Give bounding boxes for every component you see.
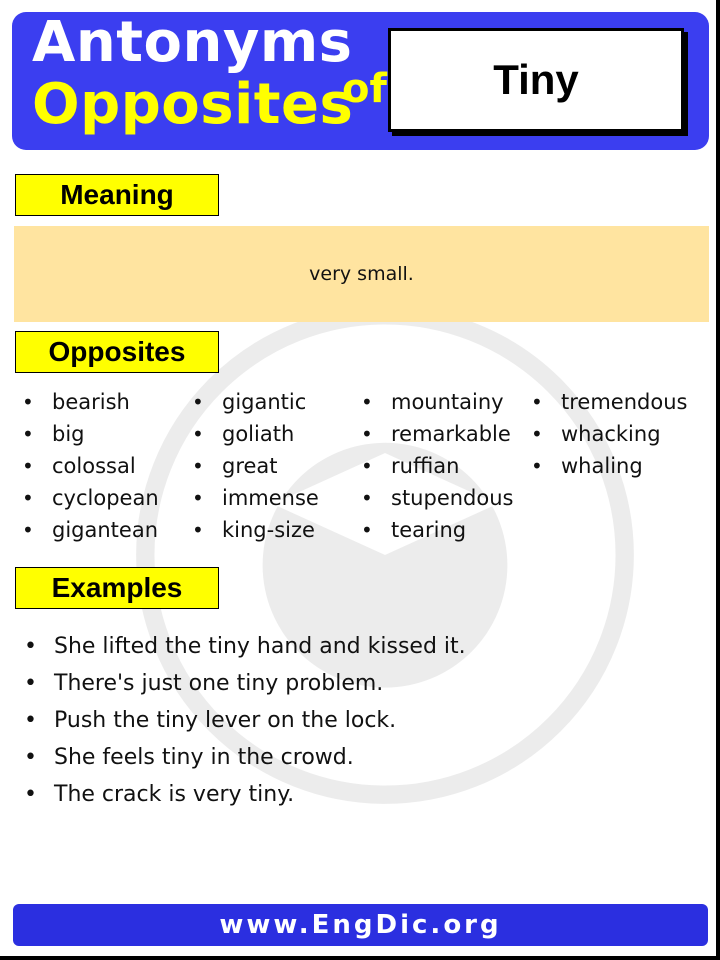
opposite-word: • gigantic — [190, 386, 319, 418]
opposite-word: • immense — [190, 482, 319, 514]
opposites-list — [20, 386, 710, 556]
opposite-word: • tearing — [359, 514, 513, 546]
example-sentence: • There's just one tiny problem. — [24, 665, 466, 702]
footer-banner — [13, 904, 708, 946]
opposite-word: • colossal — [20, 450, 159, 482]
opposite-word: • goliath — [190, 418, 319, 450]
meaning-label: Meaning — [15, 174, 219, 216]
title-of: of — [342, 66, 387, 112]
meaning-text: very small. — [14, 226, 709, 322]
examples-label: Examples — [15, 567, 219, 609]
example-sentence: • Push the tiny lever on the lock. — [24, 702, 466, 739]
examples-list — [24, 628, 466, 813]
opposite-word: • gigantean — [20, 514, 159, 546]
opposite-word: • whaling — [529, 450, 687, 482]
opposites-column — [359, 386, 513, 546]
opposites-column — [190, 386, 319, 546]
footer-url[interactable]: www.EngDic.org — [219, 910, 502, 940]
word-box — [388, 28, 684, 132]
title-antonyms: Antonyms — [32, 10, 353, 75]
opposites-column — [20, 386, 159, 546]
opposite-word: • bearish — [20, 386, 159, 418]
opposite-word: • big — [20, 418, 159, 450]
opposites-label: Opposites — [15, 331, 219, 373]
opposite-word: • king-size — [190, 514, 319, 546]
opposite-word: • tremendous — [529, 386, 687, 418]
opposite-word: • whacking — [529, 418, 687, 450]
example-sentence: • The crack is very tiny. — [24, 776, 466, 813]
opposite-word: • mountainy — [359, 386, 513, 418]
title-opposites: Opposites — [32, 72, 354, 137]
example-sentence: • She feels tiny in the crowd. — [24, 739, 466, 776]
opposites-column — [529, 386, 687, 482]
headword: Tiny — [493, 56, 579, 103]
opposite-word: • cyclopean — [20, 482, 159, 514]
opposite-word: • ruffian — [359, 450, 513, 482]
opposite-word: • remarkable — [359, 418, 513, 450]
header-banner — [12, 12, 709, 150]
opposite-word: • stupendous — [359, 482, 513, 514]
example-sentence: • She lifted the tiny hand and kissed it. — [24, 628, 466, 665]
opposite-word: • great — [190, 450, 319, 482]
